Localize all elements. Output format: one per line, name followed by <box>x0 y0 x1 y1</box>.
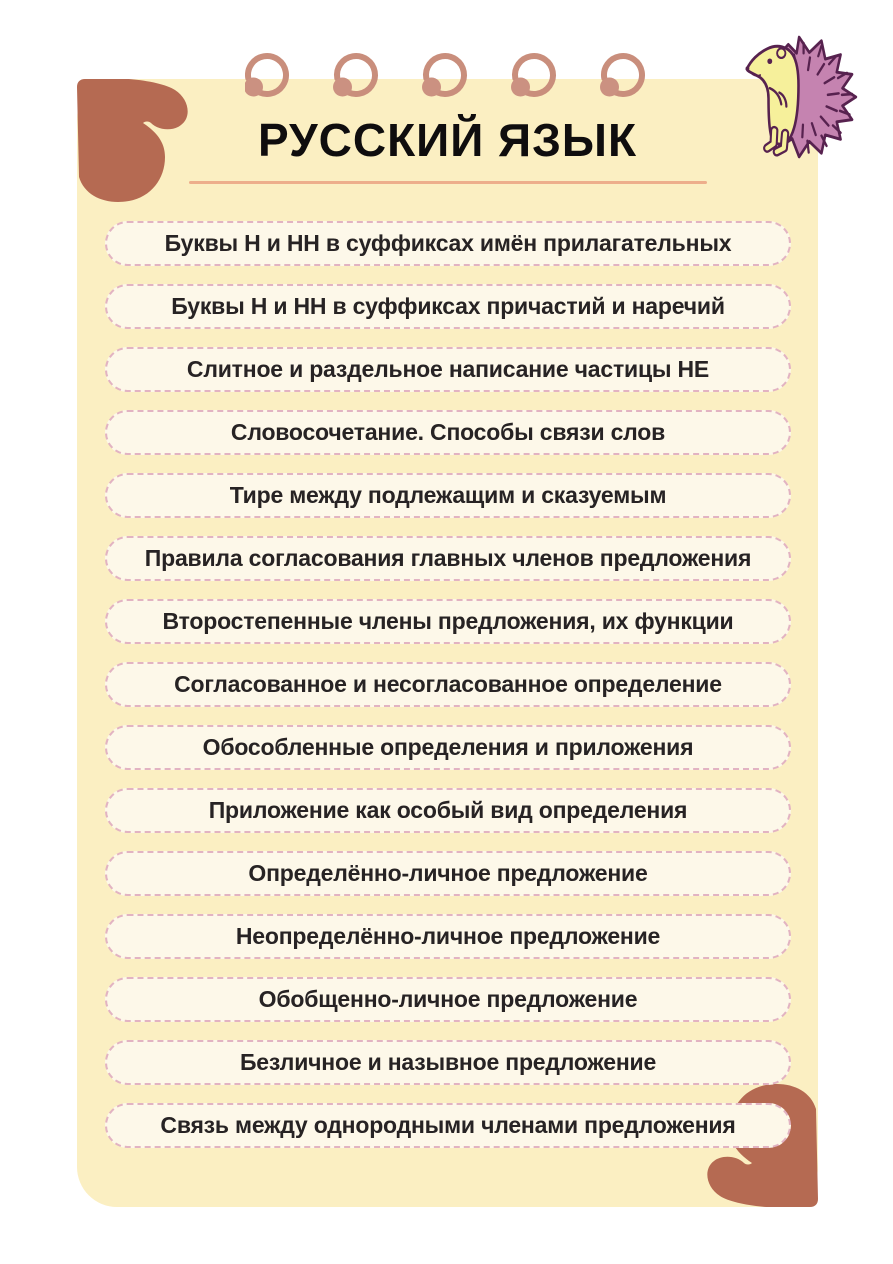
topic-pill: Буквы Н и НН в суффиксах причастий и наречий <box>105 284 791 329</box>
topic-pill: Обобщенно-личное предложение <box>105 977 791 1022</box>
title-underline <box>189 181 707 184</box>
hedgehog-icon <box>743 24 861 170</box>
topic-pill: Обособленные определения и приложения <box>105 725 791 770</box>
topic-pill: Слитное и раздельное написание частицы НЕ <box>105 347 791 392</box>
topic-pill: Связь между однородными членами предложения <box>105 1103 791 1148</box>
page-title: РУССКИЙ ЯЗЫК <box>257 114 638 166</box>
topic-pill: Тире между подлежащим и сказуемым <box>105 473 791 518</box>
notepad-card <box>77 79 818 1207</box>
topic-pill: Второстепенные члены предложения, их функции <box>105 599 791 644</box>
topic-pill: Согласованное и несогласованное определение <box>105 662 791 707</box>
topic-pill: Буквы Н и НН в суффиксах имён прилагательных <box>105 221 791 266</box>
topic-pill: Словосочетание. Способы связи слов <box>105 410 791 455</box>
topic-pill: Неопределённо-личное предложение <box>105 914 791 959</box>
topic-pill: Определённо-личное предложение <box>105 851 791 896</box>
topic-pill: Приложение как особый вид определения <box>105 788 791 833</box>
topic-pill: Правила согласования главных членов предложения <box>105 536 791 581</box>
topic-pill: Безличное и назывное предложение <box>105 1040 791 1085</box>
topic-list <box>105 221 791 1148</box>
